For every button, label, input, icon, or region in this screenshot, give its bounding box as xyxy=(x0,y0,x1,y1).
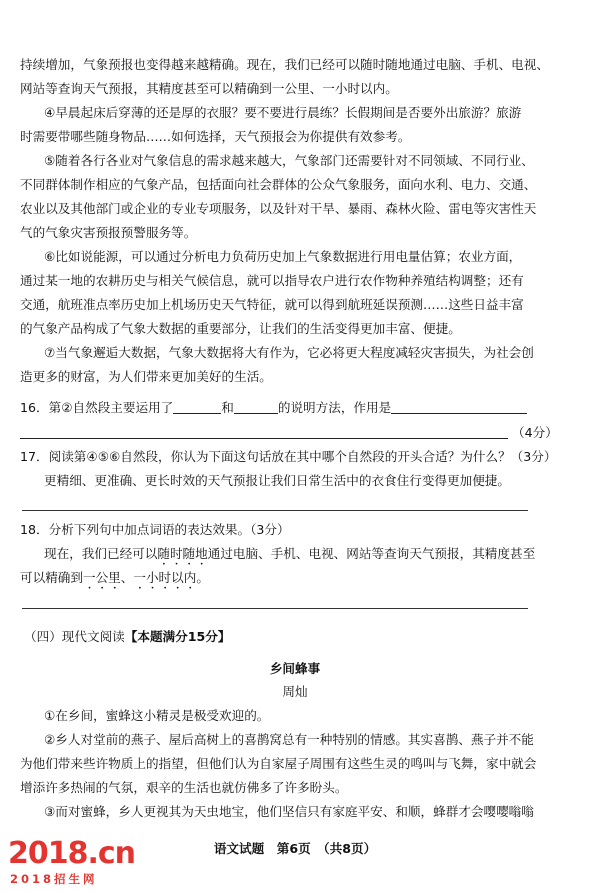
section-score: 【本题满分15分】 xyxy=(124,629,231,644)
article-paragraph: ①在乡间，蜜蜂这小精灵是极受欢迎的。 xyxy=(44,708,270,723)
text-line: 气的气象灾害预报预警服务等。 xyxy=(20,225,197,240)
question-17-quote: 更精细、更准确、更长时效的天气预报让我们日常生活中的衣食住行变得更加便捷。 xyxy=(44,473,510,488)
text-line: 网站等查询天气预报，其精度甚至可以精确到一公里、一小时以内。 xyxy=(20,81,398,96)
question-16-score: （4分） xyxy=(512,425,558,440)
dotted-word: 一小时以内 xyxy=(133,570,197,585)
article-paragraph: ②乡人对堂前的燕子、屋后高树上的喜鹊窝总有一种特别的情感。其实喜鹊、燕子并不能 xyxy=(44,732,534,747)
sentence-text: 、 xyxy=(120,570,134,585)
question-16-and: 和 xyxy=(221,400,234,415)
question-16 xyxy=(20,396,572,420)
question-16-line2 xyxy=(20,421,572,445)
article-paragraph: 增添许多热闹的气氛，艰辛的生活也就仿佛多了许多盼头。 xyxy=(20,780,348,795)
sentence-text: 现在，我们已经可以 xyxy=(44,546,158,561)
text-line: 农业以及其他部门或企业的专业专项服务，以及针对干旱、暴雨、森林火险、雷电等灾害性天 xyxy=(20,201,537,216)
answer-line[interactable] xyxy=(22,608,528,609)
text-line: 时需要带哪些随身物品……如何选择，天气预报会为你提供有效参考。 xyxy=(20,129,411,144)
text-line: 持续增加，气象预报也变得越来越精确。现在，我们已经可以随时随地通过电脑、手机、电视、 xyxy=(20,57,549,72)
question-17: 17．阅读第④⑤⑥自然段，你认为下面这句话放在其中哪个自然段的开头合适？为什么？（3分） xyxy=(20,449,557,464)
watermark-subtext: 2018招生网 xyxy=(10,872,98,886)
section-heading xyxy=(24,625,576,649)
text-line: 造更多的财富，为人们带来更加美好的生活。 xyxy=(20,369,272,384)
article-author: 周灿 xyxy=(282,684,308,699)
question-16-suffix: 的说明方法，作用是 xyxy=(277,400,392,415)
dotted-word: 随时随地 xyxy=(157,546,208,561)
question-18: 18．分析下列句中加点词语的表达效果。（3分） xyxy=(20,522,290,537)
text-line: ④早晨起床后穿薄的还是厚的衣服？要不要进行晨练？长假期间是否要外出旅游？旅游 xyxy=(44,105,522,120)
watermark-logo-text: 2018.cn xyxy=(8,836,136,871)
text-line: ⑤随着各行各业对气象信息的需求越来越大，气象部门还需要针对不同领域、不同行业、 xyxy=(44,153,534,168)
site-watermark xyxy=(8,837,178,889)
sentence-text: 。 xyxy=(196,570,209,585)
text-line: 交通，航班准点率历史加上机场历史天气特征，就可以得到航班延误预测……这些日益丰富 xyxy=(20,297,524,312)
text-line: ⑦当气象邂逅大数据，气象大数据将大有作为，它必将更大程度减轻灾害损失，为社会创 xyxy=(44,345,534,360)
answer-line[interactable] xyxy=(22,510,528,511)
answer-blank-3[interactable] xyxy=(391,399,527,414)
question-16-prefix: 16．第②自然段主要运用了 xyxy=(20,400,174,415)
section-heading-text: （四）现代文阅读 xyxy=(24,629,125,644)
answer-blank-1[interactable] xyxy=(173,399,221,414)
text-line: 通过某一地的农耕历史与相关气候信息，就可以指导农户进行农作物种养殖结构调整；还有 xyxy=(20,273,524,288)
article-title: 乡间蜂事 xyxy=(269,661,321,676)
answer-blank-2[interactable] xyxy=(234,399,278,414)
question-18-sentence xyxy=(44,542,572,566)
sentence-text: 通过电脑、手机、电视、网站等查询天气预报，其精度甚至 xyxy=(207,546,536,561)
page-footer: 语文试题 第6页 （共8页） xyxy=(213,841,377,856)
article-paragraph: ③而对蜜蜂，乡人更视其为天虫地宝，他们坚信只有家庭平安、和顺，蜂群才会嘤嘤嗡嗡 xyxy=(44,804,534,819)
text-line: 的气象产品构成了气象大数据的重要部分，让我们的生活变得更加丰富、便捷。 xyxy=(20,321,461,336)
sentence-text: 可以精确到 xyxy=(20,570,83,585)
question-18-sentence-cont xyxy=(20,566,572,590)
text-line: ⑥比如说能源，可以通过分析电力负荷历史加上气象数据进行用电量估算；农业方面， xyxy=(44,249,522,264)
dotted-word: 一公里 xyxy=(82,570,121,585)
answer-line[interactable] xyxy=(20,424,508,439)
text-line: 不同群体制作相应的气象产品，包括面向社会群体的公众气象服务，面向水利、电力、交通、 xyxy=(20,177,537,192)
article-paragraph: 为他们带来些许物质上的指望，但他们认为自家屋子周围有这些生灵的鸣叫与飞舞，家中就会 xyxy=(20,756,537,771)
